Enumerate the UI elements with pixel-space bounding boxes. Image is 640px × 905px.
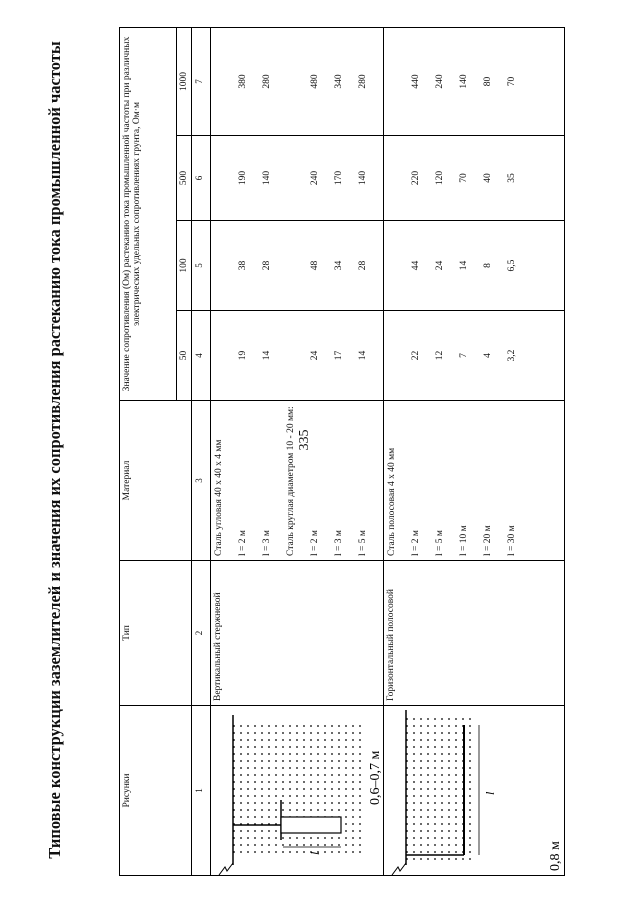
value-cell: 80 [483,76,493,87]
value-cell: 24 [310,350,320,361]
value-cell: 190 [238,170,248,186]
header-rho-50: 50 [177,311,192,401]
value-col-1000 [211,27,384,135]
lightning-icon [392,863,406,875]
value-col-50 [384,311,565,401]
header-rho-1000: 1000 [177,27,192,135]
value-cell: 28 [358,260,368,271]
header-material: Материал [120,401,192,561]
vertical-rod-figure [211,705,383,875]
value-cell: 140 [459,74,469,89]
value-cell: 70 [459,173,469,183]
header-figure: Рисунки [120,706,192,876]
depth-label: 0,6–0,7 м [368,750,383,805]
header-resistance: Значение сопротивления (Ом) растеканию тока промышленной частоты при различных электрических удельных сопротивлениях грунта, Ом·м [120,27,177,400]
value-col-500 [211,136,384,221]
value-cell: 3,2 [507,349,517,362]
value-cell: 38 [238,260,248,271]
header-rho-500: 500 [177,136,192,221]
col-num-4: 4 [192,311,211,401]
value-cell: 14 [262,350,272,361]
value-cell: 14 [459,260,469,271]
value-cell: 17 [334,350,344,361]
value-cell: 170 [334,170,344,186]
table-row [384,27,565,875]
material-item: Сталь полосовая 4 x 40 мм [387,447,397,556]
value-cell: 140 [358,170,368,186]
value-cell: 280 [358,74,368,89]
value-cell: 44 [411,260,421,271]
value-cell: 40 [483,173,493,183]
value-cell: 48 [310,260,320,271]
depth-label: 0,8 м [548,841,563,871]
length-label: l [308,851,322,855]
material-cell [384,401,565,561]
value-col-500 [384,136,565,221]
header-rho-100: 100 [177,221,192,311]
material-item: l = 5 м [358,530,368,556]
value-cell: 7 [459,353,469,358]
col-num-5: 5 [192,221,211,311]
material-cell [211,401,384,561]
material-item: l = 2 м [411,530,421,556]
length-label: l [483,791,497,795]
header-row-1 [120,27,177,875]
value-cell: 34 [334,260,344,271]
value-col-50 [211,311,384,401]
header-type: Тип [120,561,192,706]
col-num-3: 3 [192,401,211,561]
material-item: l = 3 м [262,530,272,556]
material-item: l = 5 м [435,530,445,556]
figure-cell-vertical-rod [211,706,384,876]
grounding-table [119,27,565,876]
table-title: Типовые конструкции заземлителей и значения их сопротивления растеканию тока промышленной частоты [45,41,64,859]
value-cell: 70 [507,76,517,87]
value-cell: 280 [262,74,272,89]
value-cell: 24 [435,260,445,271]
col-num-1: 1 [192,706,211,876]
value-col-1000 [384,27,565,135]
value-cell: 12 [435,350,445,361]
horizontal-strip-figure [384,705,564,875]
value-cell: 340 [334,74,344,89]
value-cell: 28 [262,260,272,271]
value-cell: 240 [310,170,320,186]
col-num-7: 7 [192,27,211,135]
value-cell: 8 [483,263,493,268]
value-col-100 [211,221,384,311]
material-item: l = 10 м [459,525,469,556]
value-col-100 [384,221,565,311]
col-num-6: 6 [192,136,211,221]
lightning-icon [219,863,233,875]
value-cell: 19 [238,350,248,361]
value-cell: 120 [435,170,445,186]
type-cell: Вертикальный стержневой [211,561,384,706]
value-cell: 240 [435,74,445,89]
value-cell: 480 [310,74,320,89]
value-cell: 6,5 [507,259,517,272]
col-num-2: 2 [192,561,211,706]
value-cell: 35 [507,173,517,183]
material-item: l = 2 м [238,530,248,556]
value-cell: 22 [411,350,421,361]
material-item: l = 30 м [507,525,517,556]
table-row [211,27,384,875]
page-number: 335 [297,429,312,451]
material-item: l = 20 м [483,525,493,556]
material-item: l = 2 м [310,530,320,556]
figure-cell-horizontal-strip [384,706,565,876]
value-cell: 440 [411,74,421,89]
type-cell: Горизонтальный полосовой [384,561,565,706]
material-item: Сталь угловая 40 x 40 x 4 мм [214,439,224,556]
material-item: Сталь круглая диаметром 10 - 20 мм: [286,406,296,556]
column-number-row [192,27,211,875]
value-cell: 140 [262,170,272,186]
rotated-page-content [25,10,615,890]
value-cell: 380 [238,74,248,89]
value-cell: 14 [358,350,368,361]
material-item: l = 3 м [334,530,344,556]
value-cell: 4 [483,353,493,358]
value-cell: 220 [411,170,421,186]
